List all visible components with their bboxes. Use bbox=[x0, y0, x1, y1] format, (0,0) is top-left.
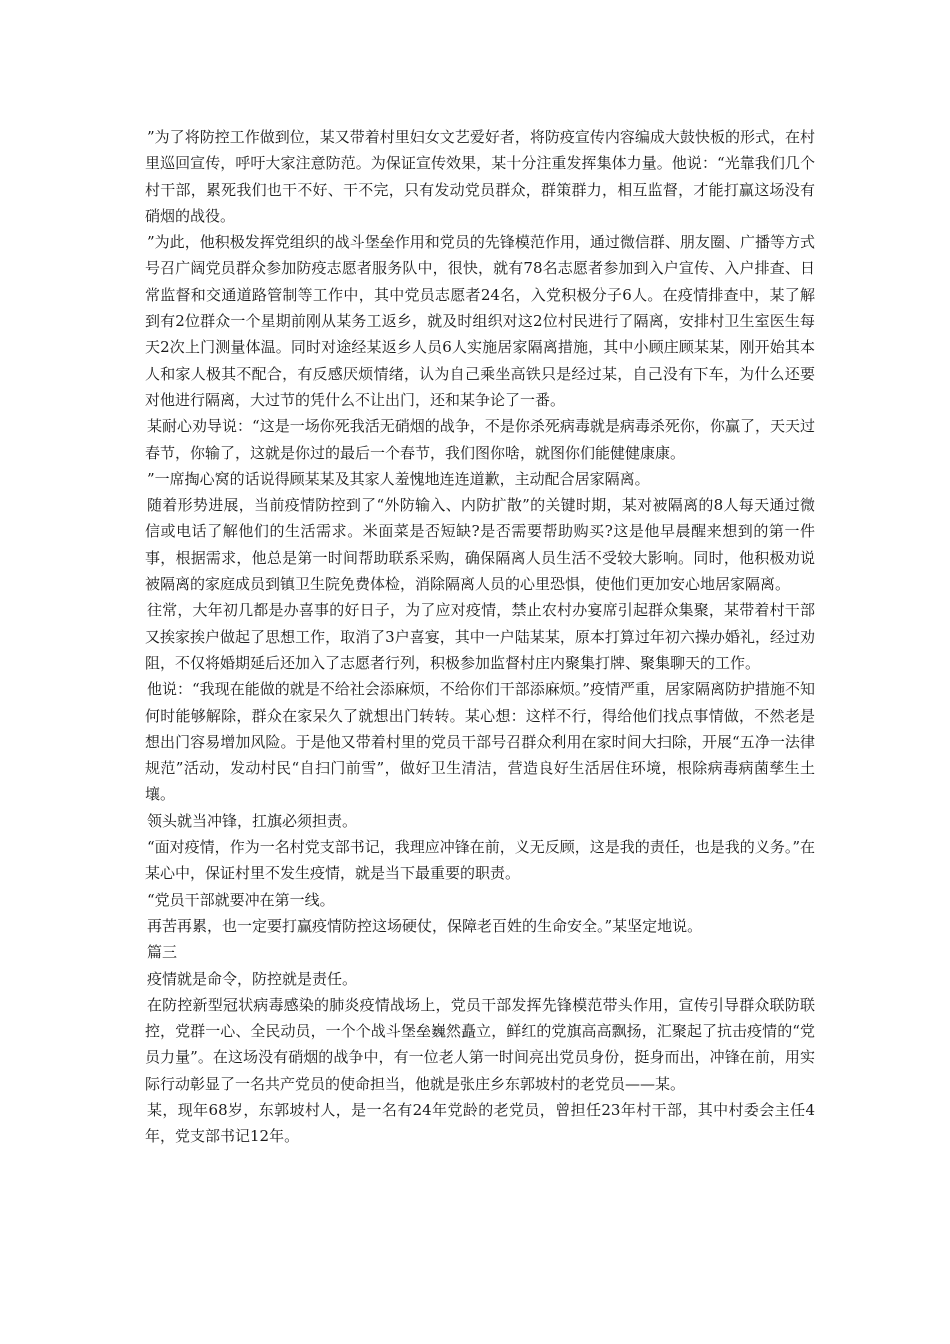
paragraph: 领头就当冲锋，扛旗必须担责。 bbox=[147, 811, 358, 830]
paragraph: ”为了将防控工作做到位，某又带着村里妇女文艺爱好者，将防疫宣传内容编成大鼓快板的形式，在村里巡回宣传，呼吁大家注意防范。为保证宣传效果，某十分注重发挥集体力量。他说：“光靠我们几个村干部，累死我们也干不好、干不完，只有发动党员群众，群策群力，相互监督，才能打赢这场没有硝烟的战役。 bbox=[145, 128, 815, 225]
paragraph: ”一席掏心窝的话说得顾某某及其家人羞愧地连连道歉，主动配合居家隔离。 bbox=[147, 469, 650, 488]
paragraph: 疫情就是命令，防控就是责任。 bbox=[147, 969, 358, 988]
section-heading: 篇三 bbox=[147, 943, 178, 962]
paragraph: 某，现年68岁，东郭坡村人，是一名有24年党龄的老党员，曾担任23年村干部，其中村委会主任4年，党支部书记12年。 bbox=[145, 1100, 815, 1146]
paragraph: 往常，大年初几都是办喜事的好日子，为了应对疫情，禁止农村办宴席引起群众集聚，某带着村干部又挨家挨户做起了思想工作，取消了3户喜宴，其中一户陆某某，原本打算过年初六操办婚礼，经过劝阻，不仅将婚期延后还加入了志愿者行列，积极参加监督村庄内聚集打牌、聚集聊天的工作。 bbox=[145, 601, 815, 672]
paragraph: 某耐心劝导说：“这是一场你死我活无硝烟的战争，不是你杀死病毒就是病毒杀死你，你赢了，天天过春节，你输了，这就是你过的最后一个春节，我们图你啥，就图你们能健健康康。 bbox=[145, 417, 815, 462]
paragraph: 随着形势进展，当前疫情防控到了“外防输入、内防扩散”的关键时期，某对被隔离的8人每天通过微信或电话了解他们的生活需求。米面菜是否短缺?是否需要帮助购买?这是他早晨醒来想到的第一件事，根据需求，他总是第一时间帮助联系采购，确保隔离人员生活不受较大影响。同时，他积极劝说被隔离的家庭成员到镇卫生院免费体检，消除隔离人员的心里恐惧，使他们更加安心地居家隔离。 bbox=[145, 496, 815, 594]
paragraph: “面对疫情，作为一名村党支部书记，我理应冲锋在前，义无反顾，这是我的责任，也是我的义务。”在某心中，保证村里不发生疫情，就是当下最重要的职责。 bbox=[145, 838, 815, 883]
paragraph: 在防控新型冠状病毒感染的肺炎疫情战场上，党员干部发挥先锋模范带头作用，宣传引导群众联防联控，党群一心、全民动员，一个个战斗堡垒巍然矗立，鲜红的党旗高高飘扬，汇聚起了抗击疫情的“党员力量”。在这场没有硝烟的战争中，有一位老人第一时间亮出党员身份，挺身而出，冲锋在前，用实际行动彰显了一名共产党员的使命担当，他就是张庄乡东郭坡村的老党员——某。 bbox=[145, 995, 815, 1093]
paragraph: ”为此，他积极发挥党组织的战斗堡垒作用和党员的先锋模范作用，通过微信群、朋友圈、广播等方式号召广阔党员群众参加防疫志愿者服务队中，很快，就有78名志愿者参加到入户宣传、入户排查、日常监督和交通道路管制等工作中，其中党员志愿者24名，入党积极分子6人。在疫情排查中，某了解到有2位群众一个星期前刚从某务工返乡，就及时组织对这2位村民进行了隔离，安排村卫生室医生每天2次上门测量体温。同时对途经某返乡人员6人实施居家隔离措施，其中小顾庄顾某某，刚开始其本人和家人极其不配合，有反感厌烦情绪，认为自己乘坐高铁只是经过某，自己没有下车，为什么还要对他进行隔离，大过节的凭什么不让出门，还和某争论了一番。 bbox=[145, 233, 815, 409]
paragraph: 他说：“我现在能做的就是不给社会添麻烦，不给你们干部添麻烦。”疫情严重，居家隔离防护措施不知何时能够解除，群众在家呆久了就想出门转转。某心想：这样不行，得给他们找点事情做，不然老是想出门容易增加风险。于是他又带着村里的党员干部号召群众利用在家时间大扫除，开展“五净一法律规范”活动，发动村民“自扫门前雪”，做好卫生清洁，营造良好生活居住环境，根除病毒病菌孳生土壤。 bbox=[145, 680, 815, 804]
paragraph: 再苦再累，也一定要打赢疫情防控这场硬仗，保障老百姓的生命安全。”某坚定地说。 bbox=[147, 916, 703, 935]
paragraph: “党员干部就要冲在第一线。 bbox=[147, 890, 335, 909]
